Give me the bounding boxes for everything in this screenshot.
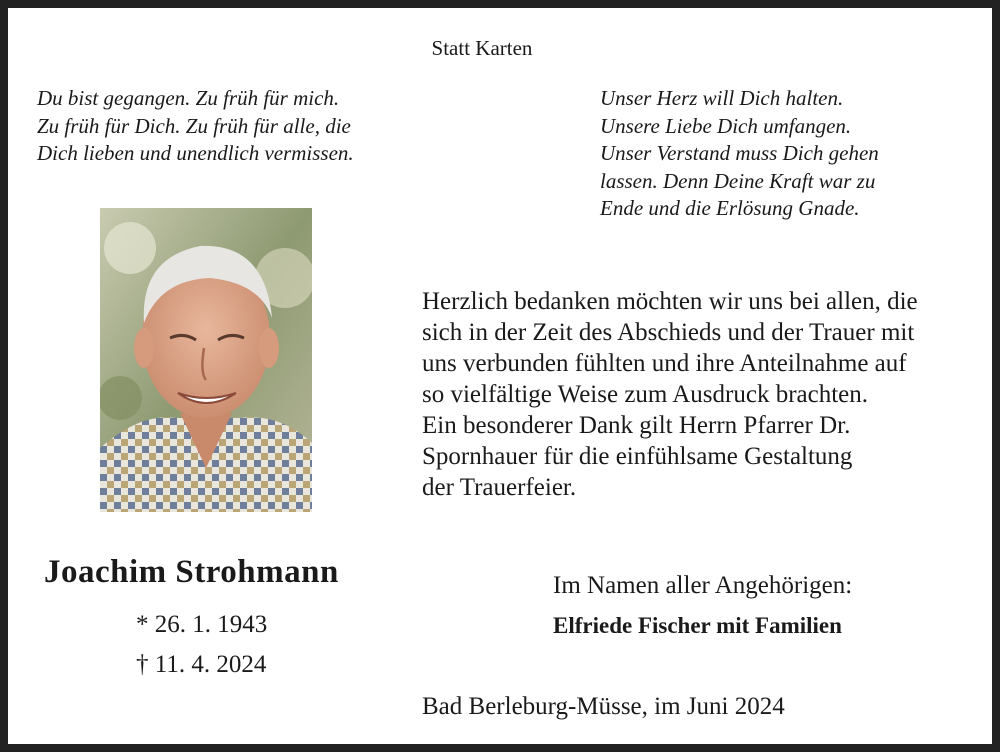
portrait-photo [100,208,312,512]
deceased-name: Joachim Strohmann [44,554,339,590]
place-date: Bad Berleburg-Müsse, im Juni 2024 [422,693,785,720]
thanks-text: Herzlich bedanken möchten wir uns bei allen, die sich in der Zeit des Abschieds und der Trauer mit uns verbunden fühlten und ihre Anteilnahme auf so vielfältige Weise zum Ausdruck brachten. Ein besonderer Dank gilt Herrn Pfarrer Dr. Spornhauer für die einfühlsame Gestaltung der Trauerfeier. [422,288,918,501]
obituary-card [8,8,992,744]
poem-left: Du bist gegangen. Zu früh für mich. Zu früh für Dich. Zu früh für alle, die Dich lieben und unendlich vermissen. [37,86,354,165]
birth-date: * 26. 1. 1943 [136,611,268,638]
header-title: Statt Karten [431,36,533,60]
family-signature: Elfriede Fischer mit Familien [553,613,842,638]
on-behalf-line: Im Namen aller Angehörigen: [553,572,853,599]
death-date: † 11. 4. 2024 [136,651,267,678]
poem-right: Unser Herz will Dich halten. Unsere Liebe Dich umfangen. Unser Verstand muss Dich gehen lassen. Denn Deine Kraft war zu Ende und die Erlösung Gnade. [600,86,879,220]
